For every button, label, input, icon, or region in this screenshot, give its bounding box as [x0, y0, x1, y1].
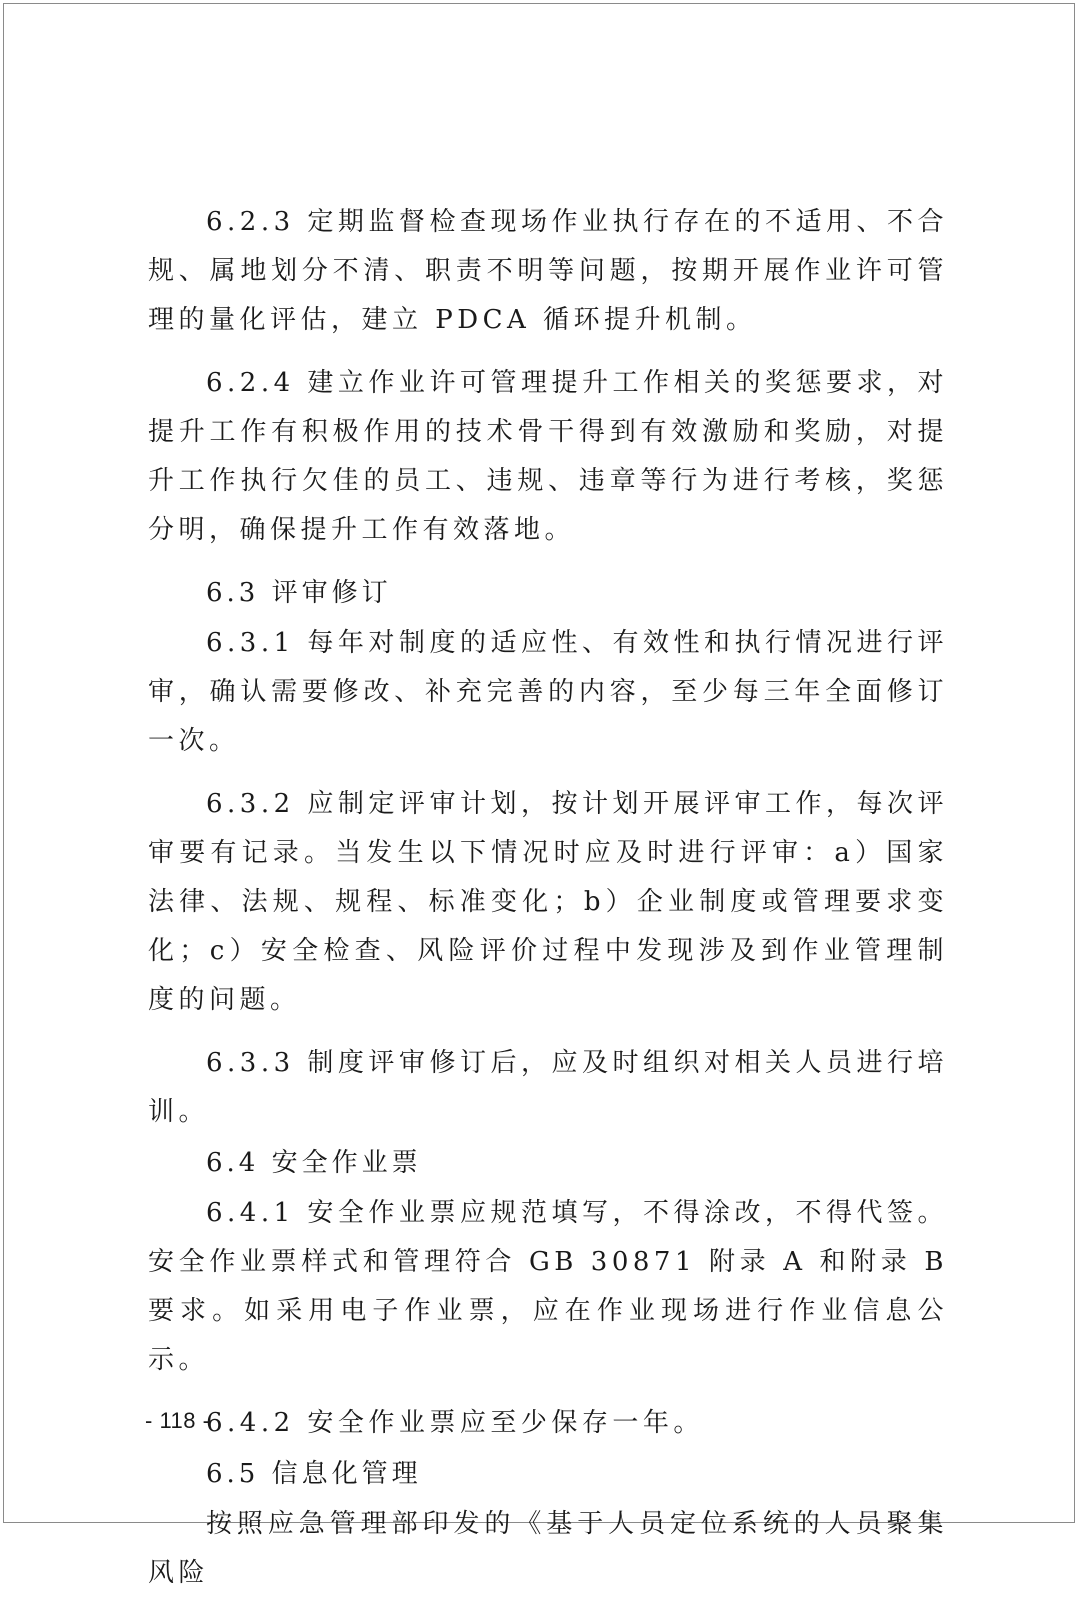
- paragraph-6-4-2: 6.4.2 安全作业票应至少保存一年。: [206, 1408, 704, 1438]
- paragraph-6-4-1: 6.4.1 安全作业票应规范填写，不得涂改，不得代签。安全作业票样式和管理符合 GB 30871 附录 A 和附录 B 要求。如采用电子作业票，应在作业现场进行作业信息公示。: [148, 1198, 948, 1375]
- heading-6-5: 6.5 信息化管理: [206, 1459, 422, 1489]
- paragraph-6-2-4: 6.2.4 建立作业许可管理提升工作相关的奖惩要求，对提升工作有积极作用的技术骨干得到有效激励和奖励，对提升工作执行欠佳的员工、违规、违章等行为进行考核，奖惩分明，确保提升工作有效落地。: [148, 368, 948, 545]
- page-number: - 118 -: [145, 1408, 211, 1433]
- heading-6-4: 6.4 安全作业票: [206, 1148, 422, 1178]
- paragraph-6-3-3: 6.3.3 制度评审修订后，应及时组织对相关人员进行培训。: [148, 1048, 948, 1127]
- heading-6-3: 6.3 评审修订: [206, 578, 392, 608]
- paragraph-6-3-1: 6.3.1 每年对制度的适应性、有效性和执行情况进行评审，确认需要修改、补充完善的内容，至少每三年全面修订一次。: [148, 628, 948, 756]
- paragraph-6-3-2: 6.3.2 应制定评审计划，按计划开展评审工作，每次评审要有记录。当发生以下情况时应及时进行评审：a）国家法律、法规、规程、标准变化；b）企业制度或管理要求变化；c）安全检查、风险评价过程中发现涉及到作业管理制度的问题。: [148, 789, 948, 1015]
- paragraph-6-2-3: 6.2.3 定期监督检查现场作业执行存在的不适用、不合规、属地划分不清、职责不明等问题，按期开展作业许可管理的量化评估，建立 PDCA 循环提升机制。: [148, 207, 948, 335]
- paragraph-6-5-body: 按照应急管理部印发的《基于人员定位系统的人员聚集风险: [148, 1509, 948, 1588]
- document-body: [148, 198, 948, 1612]
